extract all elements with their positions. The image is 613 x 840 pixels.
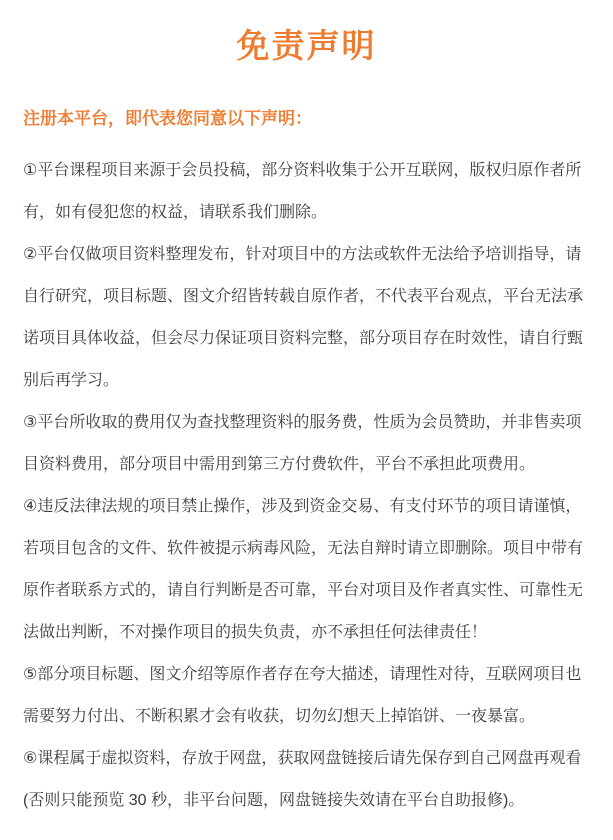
page-title: 免责声明	[236, 27, 377, 64]
disclaimer-paragraph-6: ⑥课程属于虚拟资料，存放于网盘，获取网盘链接后请先保存到自己网盘再观看(否则只能预览 30 秒，非平台问题，网盘链接失效请在平台自助报修)。	[23, 750, 582, 809]
disclaimer-paragraph-3: ③平台所收取的费用仅为查找整理资料的服务费，性质为会员赞助，并非售卖项目资料费用，部分项目中需用到第三方付费软件，平台不承担此项费用。	[23, 414, 582, 473]
disclaimer-paragraph-2: ②平台仅做项目资料整理发布，针对项目中的方法或软件无法给予培训指导，请自行研究，项目标题、图文介绍皆转载自原作者，不代表平台观点，平台无法承诺项目具体收益，但会尽力保证项目资料完整，部分项目存在时效性，请自行甄别后再学习。	[23, 246, 584, 389]
disclaimer-paragraph-1: ①平台课程项目来源于会员投稿，部分资料收集于公开互联网，版权归原作者所有，如有侵犯您的权益，请联系我们删除。	[23, 162, 582, 221]
disclaimer-paragraph-5: ⑤部分项目标题、图文介绍等原作者存在夸大描述，请理性对待，互联网项目也需要努力付出、不断积累才会有收获，切勿幻想天上掉馅饼、一夜暴富。	[23, 666, 582, 725]
intro-statement: 注册本平台，即代表您同意以下声明：	[23, 109, 312, 128]
disclaimer-paragraph-4: ④违反法律法规的项目禁止操作，涉及到资金交易、有支付环节的项目请谨慎，若项目包含的文件、软件被提示病毒风险，无法自辩时请立即删除。项目中带有原作者联系方式的，请自行判断是否可靠，平台对项目及作者真实性、可靠性无法做出判断，不对操作项目的损失负责，亦不承担任何法律责任！	[23, 498, 584, 641]
